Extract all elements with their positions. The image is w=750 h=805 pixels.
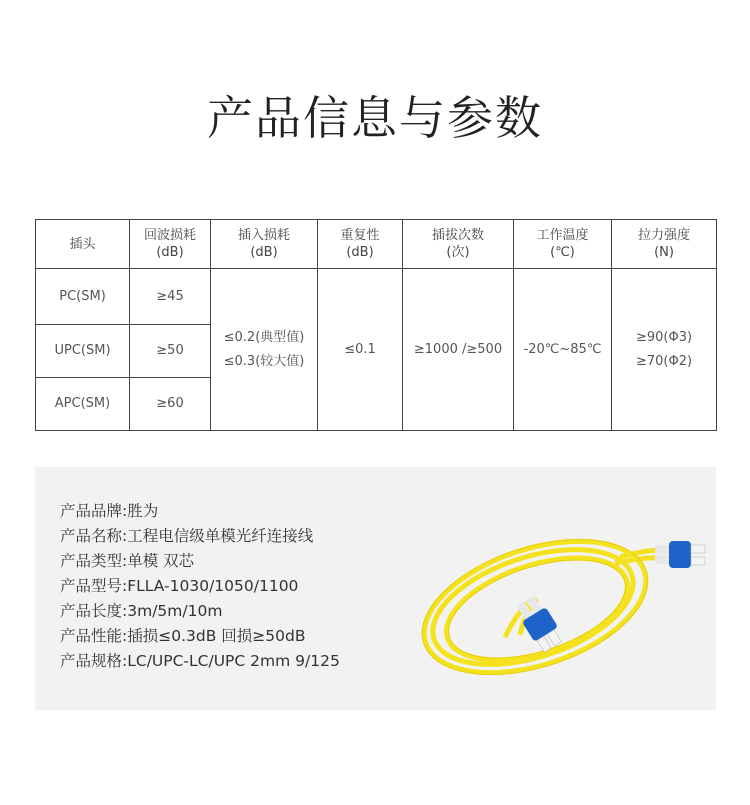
header-mating-cycles: 插拔次数 (次) bbox=[403, 220, 514, 269]
header-repeatability: 重复性 (dB) bbox=[318, 220, 403, 269]
info-type: 产品类型:单模 双芯 bbox=[60, 552, 195, 570]
return-loss-cell: ≥50 bbox=[130, 325, 211, 378]
return-loss-cell: ≥60 bbox=[130, 378, 211, 431]
info-model: 产品型号:FLLA-1030/1050/1100 bbox=[60, 577, 299, 595]
info-spec: 产品规格:LC/UPC-LC/UPC 2mm 9/125 bbox=[60, 652, 340, 670]
header-return-loss: 回波损耗 (dB) bbox=[130, 220, 211, 269]
lc-connector-top bbox=[655, 541, 705, 568]
insertion-loss-cell: ≤0.2(典型值) ≤0.3(较大值) bbox=[211, 269, 318, 431]
info-performance: 产品性能:插损≤0.3dB 回损≥50dB bbox=[60, 627, 306, 645]
plug-cell: APC(SM) bbox=[36, 378, 130, 431]
header-temperature: 工作温度 (℃) bbox=[514, 220, 612, 269]
header-tensile: 拉力强度 (N) bbox=[612, 220, 717, 269]
plug-cell: PC(SM) bbox=[36, 269, 130, 325]
plug-cell: UPC(SM) bbox=[36, 325, 130, 378]
repeatability-cell: ≤0.1 bbox=[318, 269, 403, 431]
info-length: 产品长度:3m/5m/10m bbox=[60, 602, 223, 620]
table-header-row bbox=[36, 220, 717, 269]
header-insertion-loss: 插入损耗 (dB) bbox=[211, 220, 318, 269]
temperature-cell: -20℃~85℃ bbox=[514, 269, 612, 431]
return-loss-cell: ≥45 bbox=[130, 269, 211, 325]
product-info-list bbox=[60, 499, 340, 674]
fiber-patch-cord-image bbox=[415, 507, 715, 687]
spec-table bbox=[35, 219, 717, 431]
info-name: 产品名称:工程电信级单模光纤连接线 bbox=[60, 527, 314, 545]
info-brand: 产品品牌:胜为 bbox=[60, 502, 159, 520]
product-info-panel bbox=[35, 467, 716, 710]
table-row bbox=[36, 269, 717, 325]
page-title: 产品信息与参数 bbox=[207, 91, 543, 145]
mating-cycles-cell: ≥1000 /≥500 bbox=[403, 269, 514, 431]
header-plug: 插头 bbox=[36, 220, 130, 269]
tensile-cell: ≥90(Φ3) ≥70(Φ2) bbox=[612, 269, 717, 431]
